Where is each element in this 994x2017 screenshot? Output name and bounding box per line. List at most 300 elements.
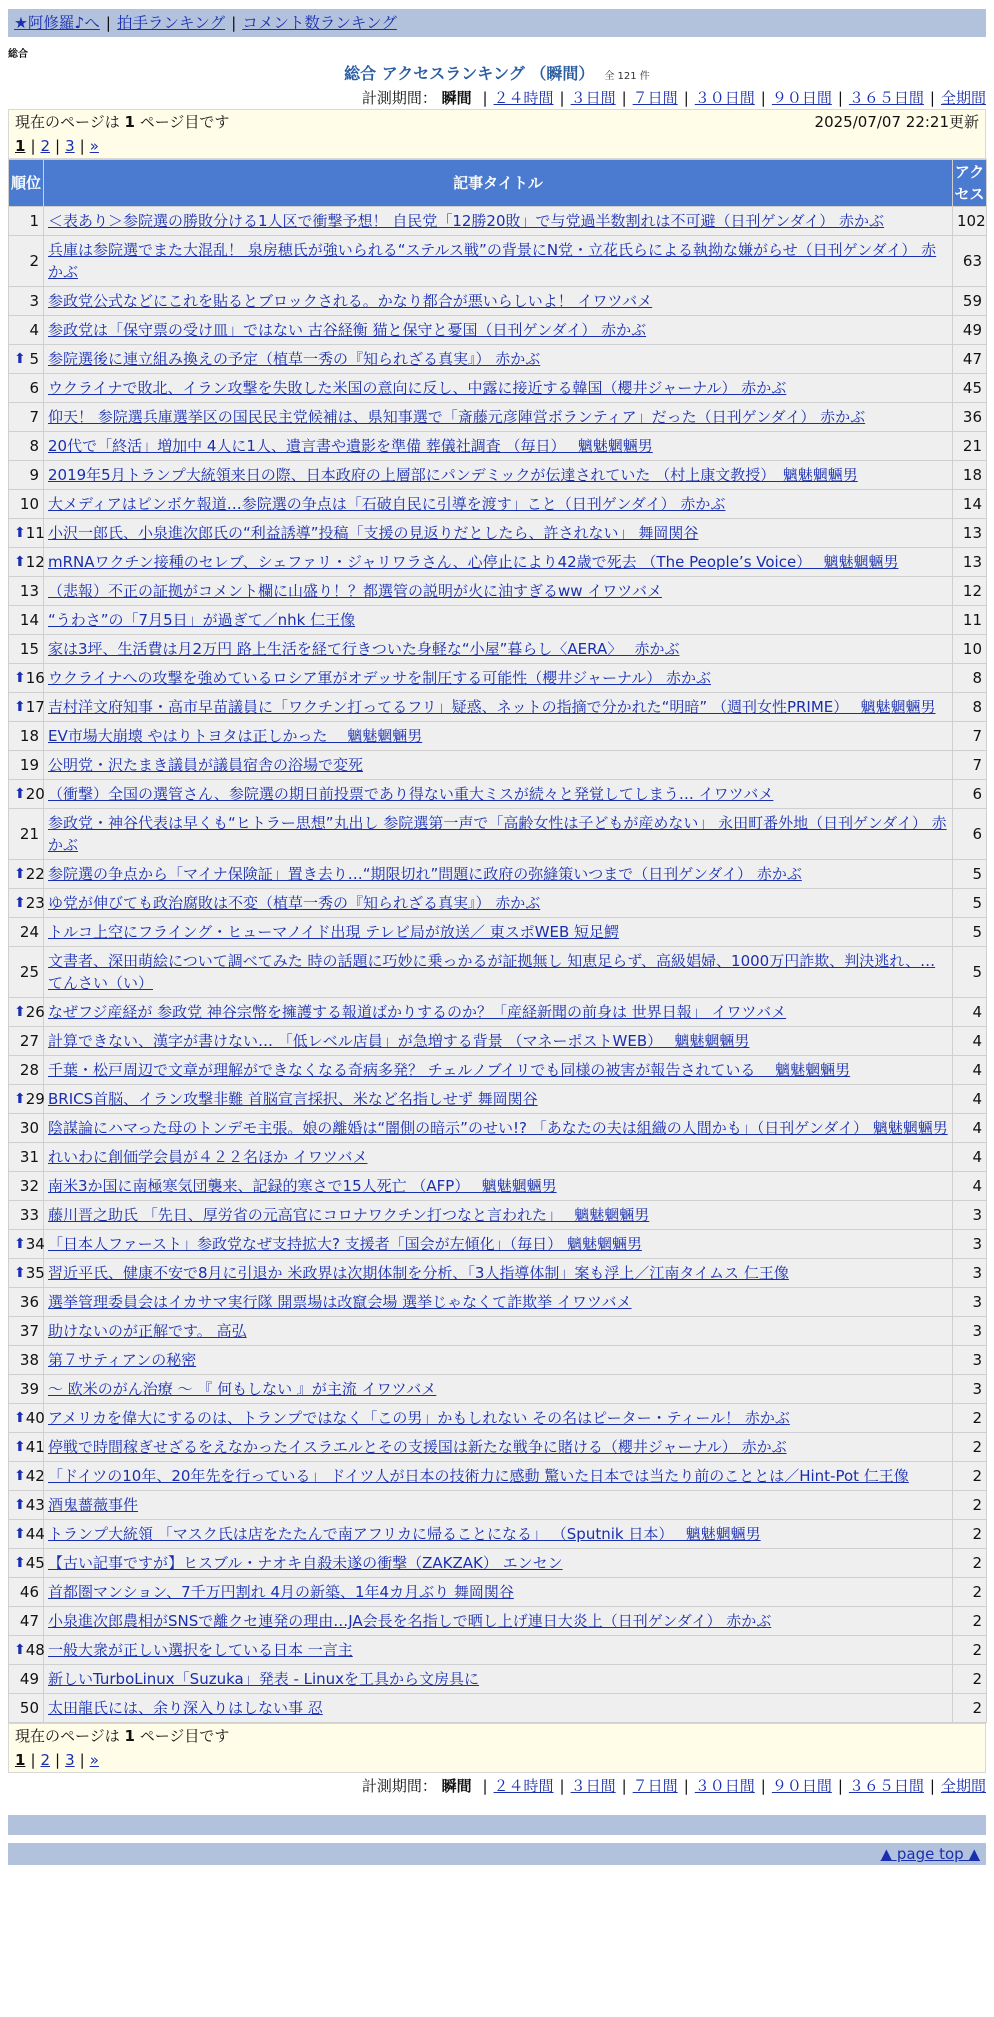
pager-page-link[interactable]: 3	[65, 1751, 75, 1769]
access-count: 18	[953, 461, 987, 490]
rank-cell	[9, 1375, 44, 1404]
access-count: 2	[953, 1491, 987, 1520]
rank-cell	[9, 432, 44, 461]
table-row	[9, 606, 987, 635]
article-link[interactable]: 一般大衆が正しい選択をしている日本 一言主	[48, 1641, 353, 1659]
period-separator: |	[837, 89, 843, 107]
title-cell	[44, 374, 953, 403]
up-arrow-icon: ⬆	[14, 699, 26, 715]
title-cell	[44, 780, 953, 809]
page-info-top	[8, 109, 986, 159]
rank-number: 10	[19, 495, 39, 513]
article-link[interactable]: 太田龍氏には、余り深入りはしない事 忍	[48, 1699, 323, 1717]
article-link[interactable]: 計算できない、漢字が書けない… 「低レベル店員」が急増する背景 （マネーポストWEB） 魑魅魍魎男	[48, 1032, 750, 1050]
rank-cell	[9, 1346, 44, 1375]
access-count: 2	[953, 1607, 987, 1636]
access-count: 4	[953, 1056, 987, 1085]
access-count: 4	[953, 1172, 987, 1201]
rank-cell	[9, 548, 44, 577]
article-link[interactable]: 選挙管理委員会はイカサマ実行隊 開票場は改竄会場 選挙じゃなくて詐欺挙 イワツバメ	[48, 1293, 632, 1311]
table-row	[9, 1027, 987, 1056]
page-status-suffix: ページ目です	[139, 1727, 230, 1745]
table-row	[9, 1230, 987, 1259]
table-row	[9, 780, 987, 809]
up-arrow-icon: ⬆	[14, 1410, 26, 1426]
title-cell	[44, 1027, 953, 1056]
rank-cell	[9, 461, 44, 490]
rank-cell	[9, 1491, 44, 1520]
pager-page-link[interactable]: 2	[40, 1751, 51, 1769]
home-link[interactable]: ★阿修羅♪へ	[14, 14, 100, 32]
period-link[interactable]: ２４時間	[493, 89, 554, 107]
article-link[interactable]: 兵庫は参院選でまた大混乱！ 泉房穂氏が強いられる“ステルス戦”の背景にN党・立花氏らによる執拗な嫌がらせ（日刊ゲンダイ） 赤かぶ	[48, 241, 937, 281]
article-link[interactable]: アメリカを偉大にするのは、トランプではなく「この男」かもしれない その名はピーター・ティール！ 赤かぶ	[48, 1409, 790, 1427]
title-cell	[44, 236, 953, 287]
rank-cell	[9, 1201, 44, 1230]
table-row	[9, 1143, 987, 1172]
article-link[interactable]: 助けないのが正解です。 高弘	[48, 1322, 247, 1340]
title-cell	[44, 1346, 953, 1375]
category-label: 総合	[8, 49, 28, 60]
up-arrow-icon: ⬆	[14, 351, 26, 367]
article-link[interactable]: ～ 欧米のがん治療 ～ 『 何もしない 』が主流 イワツバメ	[48, 1380, 437, 1398]
title-cell	[44, 918, 953, 947]
rank-number: 7	[29, 408, 39, 426]
table-row	[9, 947, 987, 998]
rank-cell	[9, 1259, 44, 1288]
page-status-text: 現在のページは	[15, 1727, 120, 1745]
title-cell	[44, 947, 953, 998]
rank-cell	[9, 693, 44, 722]
article-link[interactable]: （悲報）不正の証拠がコメント欄に山盛り！？都選管の説明が火に油すぎるww イワツバメ	[48, 582, 663, 600]
rank-cell	[9, 1085, 44, 1114]
rank-number: 41	[25, 1438, 45, 1456]
title-cell	[44, 998, 953, 1027]
pager-next-link[interactable]: »	[89, 137, 99, 155]
pager-page-link[interactable]: 3	[65, 137, 75, 155]
access-count: 11	[953, 606, 987, 635]
up-arrow-icon: ⬆	[14, 525, 26, 541]
rank-number: 15	[19, 640, 39, 658]
rank-cell	[9, 809, 44, 860]
access-count: 13	[953, 548, 987, 577]
page-info-bottom	[8, 1723, 986, 1773]
up-arrow-icon: ⬆	[14, 786, 26, 802]
rank-number: 44	[25, 1525, 45, 1543]
access-count: 102	[953, 207, 987, 236]
rank-cell	[9, 1230, 44, 1259]
table-row	[9, 207, 987, 236]
table-row	[9, 1404, 987, 1433]
title-cell	[44, 1114, 953, 1143]
article-link[interactable]: れいわに創価学会員が４２２名ほか イワツバメ	[48, 1148, 368, 1166]
rank-number: 23	[25, 894, 45, 912]
access-count: 2	[953, 1549, 987, 1578]
article-link[interactable]: なぜフジ産経が 参政党 神谷宗幣を擁護する報道ばかりするのか？「産経新聞の前身は 世界日報」 イワツバメ	[48, 1003, 787, 1021]
article-link[interactable]: 公明党・沢たまき議員が議員宿舎の浴場で変死	[48, 756, 364, 774]
access-count: 2	[953, 1636, 987, 1665]
access-count: 2	[953, 1404, 987, 1433]
period-separator: |	[929, 1777, 935, 1795]
period-separator: |	[482, 89, 488, 107]
period-link[interactable]: ３０日間	[694, 89, 755, 107]
table-row	[9, 693, 987, 722]
article-link[interactable]: 第７サティアンの秘密	[48, 1351, 197, 1369]
rank-number: 31	[19, 1148, 39, 1166]
table-row	[9, 1085, 987, 1114]
title-cell	[44, 207, 953, 236]
access-count: 4	[953, 1085, 987, 1114]
table-row	[9, 1172, 987, 1201]
period-link[interactable]: ７日間	[632, 1777, 678, 1795]
rank-number: 4	[29, 321, 39, 339]
rank-number: 49	[19, 1670, 39, 1688]
period-link[interactable]: ３０日間	[694, 1777, 755, 1795]
article-link[interactable]: 千葉・松戸周辺で文章が理解ができなくなる奇病多発？ チェルノブイリでも同様の被害が報告されている 魑魅魍魎男	[48, 1061, 851, 1079]
period-link[interactable]: 全期間	[940, 1777, 986, 1795]
up-arrow-icon: ⬆	[14, 1468, 26, 1484]
rank-cell	[9, 635, 44, 664]
table-row	[9, 722, 987, 751]
rank-cell	[9, 1607, 44, 1636]
rank-number: 9	[29, 466, 39, 484]
rank-number: 32	[19, 1177, 39, 1195]
period-separator: |	[683, 1777, 689, 1795]
period-link[interactable]: ３日間	[570, 89, 616, 107]
table-row	[9, 374, 987, 403]
rank-cell	[9, 664, 44, 693]
access-count: 3	[953, 1201, 987, 1230]
table-header-row	[9, 160, 987, 207]
title-cell	[44, 1230, 953, 1259]
period-link[interactable]: ９０日間	[771, 1777, 832, 1795]
table-row	[9, 751, 987, 780]
pager-top	[15, 134, 979, 158]
period-link[interactable]: ３６５日間	[848, 1777, 924, 1795]
title-cell	[44, 1201, 953, 1230]
rank-number: 25	[19, 963, 39, 981]
article-link[interactable]: 文書者、深田萌絵について調べてみた 時の話題に巧妙に乗っかるが証拠無し 知恵足らず、高級娼婦、1000万円詐欺、判決逃れ、… てんさい（い）	[48, 952, 936, 992]
title-cell	[44, 751, 953, 780]
period-separator: |	[760, 89, 766, 107]
rank-cell	[9, 1578, 44, 1607]
rank-cell	[9, 1462, 44, 1491]
page-status-text: 現在のページは	[15, 113, 120, 131]
rank-cell	[9, 1027, 44, 1056]
rank-number: 37	[19, 1322, 39, 1340]
article-link[interactable]: 参政党・神谷代表は早くも“ヒトラー思想”丸出し 参院選第一声で「高齢女性は子どもが産めない」 永田町番外地（日刊ゲンダイ） 赤かぶ	[48, 814, 947, 854]
access-count: 63	[953, 236, 987, 287]
table-row	[9, 1665, 987, 1694]
period-separator: |	[929, 89, 935, 107]
title-cell	[44, 1549, 953, 1578]
period-separator: |	[683, 89, 689, 107]
title-cell	[44, 693, 953, 722]
article-link[interactable]: 参政党は「保守票の受け皿」ではない 古谷経衡 猫と保守と憂国（日刊ゲンダイ） 赤かぶ	[48, 321, 647, 339]
rank-number: 12	[25, 553, 45, 571]
title-cell	[44, 577, 953, 606]
title-cell	[44, 1520, 953, 1549]
page-status-number: 1	[124, 1727, 135, 1745]
access-count: 3	[953, 1288, 987, 1317]
period-separator: |	[482, 1777, 488, 1795]
article-link[interactable]: 小泉進次郎農相がSNSで離クセ連発の理由…JA会長を名指しで晒し上げ連日大炎上（日刊ゲンダイ） 赤かぶ	[48, 1612, 772, 1630]
access-count: 47	[953, 345, 987, 374]
up-arrow-icon: ⬆	[14, 866, 26, 882]
title-cell	[44, 548, 953, 577]
access-count: 4	[953, 1114, 987, 1143]
rank-number: 17	[25, 698, 45, 716]
access-count: 6	[953, 780, 987, 809]
table-row	[9, 1491, 987, 1520]
period-link[interactable]: ３６５日間	[848, 89, 924, 107]
table-row	[9, 1462, 987, 1491]
up-arrow-icon: ⬆	[14, 1439, 26, 1455]
article-link[interactable]: 【古い記事ですが】ヒスブル・ナオキ自殺未遂の衝撃（ZAKZAK） エンセン	[48, 1554, 563, 1572]
table-row	[9, 889, 987, 918]
rank-cell	[9, 889, 44, 918]
article-link[interactable]: 小沢一郎氏、小泉進次郎氏の“利益誘導”投稿「支援の見返りだとしたら、許されない」 舞岡関谷	[48, 524, 699, 542]
title-cell	[44, 461, 953, 490]
pager-separator: |	[79, 137, 85, 155]
title-cell	[44, 519, 953, 548]
table-row	[9, 635, 987, 664]
table-row	[9, 1317, 987, 1346]
access-count: 4	[953, 1027, 987, 1056]
title-cell	[44, 1665, 953, 1694]
title-cell	[44, 860, 953, 889]
article-link[interactable]: 藤川晋之助氏 「先日、厚労省の元高官にコロナワクチン打つなと言われた」 魑魅魍魎男	[48, 1206, 650, 1224]
table-row	[9, 577, 987, 606]
article-link[interactable]: BRICS首脳、イラン攻撃非難 首脳宣言採択、米など名指しせず 舞岡関谷	[48, 1090, 538, 1108]
pager-separator: |	[30, 1751, 36, 1769]
rank-cell	[9, 780, 44, 809]
article-link[interactable]: 20代で「終活」増加中 4人に1人、遺言書や遺影を準備 葬儀社調査 （毎日） 魑魅魍魎男	[48, 437, 653, 455]
period-link[interactable]: 全期間	[940, 89, 986, 107]
access-count: 2	[953, 1665, 987, 1694]
page-top-link[interactable]: ▲ page top ▲	[880, 1845, 980, 1863]
table-row	[9, 1375, 987, 1404]
rank-number: 19	[19, 756, 39, 774]
up-arrow-icon: ⬆	[14, 1642, 26, 1658]
article-link[interactable]: トランプ大統領 「マスク氏は店をたたんで南アフリカに帰ることになる」 （Sputnik 日本） 魑魅魍魎男	[48, 1525, 761, 1543]
access-count: 13	[953, 519, 987, 548]
article-link[interactable]: 酒鬼薔薇事件	[48, 1496, 139, 1514]
table-row	[9, 664, 987, 693]
page-status-suffix: ページ目です	[139, 113, 230, 131]
access-count: 49	[953, 316, 987, 345]
article-link[interactable]: 家は3坪、生活費は月2万円 路上生活を経て行きついた身軽な“小屋”暮らし〈AERA〉 赤かぶ	[48, 640, 680, 658]
table-row	[9, 1578, 987, 1607]
article-link[interactable]: 吉村洋文府知事・高市早苗議員に「ワクチン打ってるフリ」疑惑、ネットの指摘で分かれた“明暗” （週刊女性PRIME） 魑魅魍魎男	[48, 698, 936, 716]
rank-number: 16	[25, 669, 45, 687]
article-link[interactable]: 「ドイツの10年、20年先を行っている」 ドイツ人が日本の技術力に感動 驚いた日本では当たり前のこととは／Hint-Pot 仁王像	[48, 1467, 909, 1485]
period-label: 計測期間：	[361, 89, 437, 107]
access-count: 36	[953, 403, 987, 432]
table-row	[9, 1636, 987, 1665]
table-row	[9, 1259, 987, 1288]
rank-cell	[9, 577, 44, 606]
table-row	[9, 490, 987, 519]
access-count: 5	[953, 860, 987, 889]
up-arrow-icon: ⬆	[14, 1265, 26, 1281]
article-link[interactable]: 参院選の争点から「マイナ保険証」置き去り…“期限切れ”問題に政府の弥縫策いつまで（日刊ゲンダイ） 赤かぶ	[48, 865, 802, 883]
period-link[interactable]: ７日間	[632, 89, 678, 107]
access-count: 5	[953, 947, 987, 998]
up-arrow-icon: ⬆	[14, 1236, 26, 1252]
rank-cell	[9, 1172, 44, 1201]
access-count: 8	[953, 664, 987, 693]
article-link[interactable]: 参政党公式などにこれを貼るとブロックされる。かなり都合が悪いらしいよ！ イワツバメ	[48, 292, 653, 310]
rank-number: 14	[19, 611, 39, 629]
period-label: 計測期間：	[361, 1777, 437, 1795]
access-count: 12	[953, 577, 987, 606]
table-row	[9, 1607, 987, 1636]
access-count: 10	[953, 635, 987, 664]
article-link[interactable]: “うわさ”の「7月5日」が過ぎて／nhk 仁王像	[48, 611, 356, 629]
ranking-table	[8, 159, 987, 1723]
ranking-title: 総合 アクセスランキング （瞬間）	[344, 64, 595, 83]
title-cell	[44, 1607, 953, 1636]
up-arrow-icon: ⬆	[14, 1555, 26, 1571]
table-row	[9, 1201, 987, 1230]
rank-cell	[9, 947, 44, 998]
rank-number: 40	[25, 1409, 45, 1427]
title-cell	[44, 1578, 953, 1607]
access-count: 3	[953, 1317, 987, 1346]
access-count: 4	[953, 1143, 987, 1172]
rank-number: 43	[25, 1496, 45, 1514]
table-row	[9, 461, 987, 490]
table-row	[9, 1288, 987, 1317]
rank-number: 34	[25, 1235, 45, 1253]
updated-time: 2025/07/07 22:21更新	[814, 113, 979, 131]
up-arrow-icon: ⬆	[14, 670, 26, 686]
period-link[interactable]: ２４時間	[493, 1777, 554, 1795]
rank-cell	[9, 236, 44, 287]
rank-number: 50	[19, 1699, 39, 1717]
col-access-header: アクセス	[953, 160, 987, 207]
period-links	[476, 89, 986, 107]
clap-ranking-link[interactable]: 拍手ランキング	[117, 14, 226, 32]
article-link[interactable]: ゆ党が伸びても政治腐敗は不変（植草一秀の『知られざる真実』） 赤かぶ	[48, 894, 541, 912]
up-arrow-icon: ⬆	[14, 1497, 26, 1513]
title-cell	[44, 287, 953, 316]
table-row	[9, 860, 987, 889]
article-link[interactable]: 習近平氏、健康不安で8月に引退か 米政界は次期体制を分析、「3人指導体制」案も浮上／江南タイムス 仁王像	[48, 1264, 789, 1282]
title-cell	[44, 1375, 953, 1404]
rank-number: 11	[25, 524, 45, 542]
period-current: 瞬間	[441, 1777, 472, 1795]
title-cell	[44, 1433, 953, 1462]
title-cell	[44, 1317, 953, 1346]
pager-current-page: 1	[15, 1751, 26, 1769]
access-count: 14	[953, 490, 987, 519]
top-nav-bar	[8, 9, 986, 37]
period-current: 瞬間	[441, 89, 472, 107]
pager-separator: |	[79, 1751, 85, 1769]
access-count: 5	[953, 918, 987, 947]
article-link[interactable]: 2019年5月トランプ大統領来日の際、日本政府の上層部にパンデミックが伝達されていた （村上康文教授） 魑魅魍魎男	[48, 466, 858, 484]
article-link[interactable]: トルコ上空にフライング・ヒューマノイド出現 テレビ局が放送／ 東スポWEB 短足鰐	[48, 923, 620, 941]
period-separator: |	[559, 89, 565, 107]
rank-number: 24	[19, 923, 39, 941]
table-row	[9, 1549, 987, 1578]
article-link[interactable]: 首都圏マンション、7千万円割れ 4月の新築、1年4カ月ぶり 舞岡関谷	[48, 1583, 514, 1601]
title-cell	[44, 1288, 953, 1317]
access-count: 3	[953, 1259, 987, 1288]
up-arrow-icon: ⬆	[14, 1004, 26, 1020]
table-row	[9, 1694, 987, 1723]
total-count: 全 121 件	[604, 71, 650, 82]
rank-number: 30	[19, 1119, 39, 1137]
period-link[interactable]: ３日間	[570, 1777, 616, 1795]
rank-cell	[9, 1288, 44, 1317]
access-count: 45	[953, 374, 987, 403]
period-separator: |	[559, 1777, 565, 1795]
article-link[interactable]: mRNAワクチン接種のセレブ、シェファリ・ジャリワラさん、心停止により42歳で死去 （The People’s Voice） 魑魅魍魎男	[48, 553, 899, 571]
article-link[interactable]: （衝撃）全国の選管さん、参院選の期日前投票であり得ない重大ミスが続々と発覚してしまう… イワツバメ	[48, 785, 774, 803]
article-link[interactable]: EV市場大崩壊 やはりトヨタは正しかった 魑魅魍魎男	[48, 727, 423, 745]
rank-number: 35	[25, 1264, 45, 1282]
rank-cell	[9, 722, 44, 751]
rank-number: 29	[25, 1090, 45, 1108]
table-row	[9, 548, 987, 577]
period-links	[476, 1777, 986, 1795]
comment-ranking-link[interactable]: コメント数ランキング	[242, 14, 397, 32]
rank-number: 38	[19, 1351, 39, 1369]
access-count: 7	[953, 722, 987, 751]
article-link[interactable]: 南米3か国に南極寒気団襲来、記録的寒さで15人死亡 （AFP） 魑魅魍魎男	[48, 1177, 557, 1195]
pager-separator: |	[30, 137, 36, 155]
period-link[interactable]: ９０日間	[771, 89, 832, 107]
article-link[interactable]: ウクライナで敗北、イラン攻撃を失敗した米国の意向に反し、中露に接近する韓国（櫻井ジャーナル） 赤かぶ	[48, 379, 787, 397]
period-separator: |	[837, 1777, 843, 1795]
pager-next-link[interactable]: »	[89, 1751, 99, 1769]
rank-cell	[9, 207, 44, 236]
title-cell	[44, 1085, 953, 1114]
rank-number: 28	[19, 1061, 39, 1079]
article-link[interactable]: 大メディアはピンボケ報道…参院選の争点は「石破自民に引導を渡す」こと（日刊ゲンダイ） 赤かぶ	[48, 495, 726, 513]
title-cell	[44, 316, 953, 345]
period-selector-bottom	[8, 1775, 986, 1797]
article-link[interactable]: ウクライナへの攻撃を強めているロシア軍がオデッサを制圧する可能性（櫻井ジャーナル） 赤かぶ	[48, 669, 711, 687]
article-link[interactable]: 仰天！ 参院選兵庫選挙区の国民民主党候補は、県知事選で「斎藤元彦陣営ボランティア」だった（日刊ゲンダイ） 赤かぶ	[48, 408, 866, 426]
article-link[interactable]: ＜表あり＞参院選の勝敗分ける1人区で衝撃予想！ 自民党「12勝20敗」で与党過半数割れは不可避（日刊ゲンダイ） 赤かぶ	[48, 212, 885, 230]
pager-page-link[interactable]: 2	[40, 137, 51, 155]
rank-cell	[9, 918, 44, 947]
table-row	[9, 432, 987, 461]
table-row	[9, 998, 987, 1027]
rank-number: 1	[29, 212, 39, 230]
access-count: 4	[953, 998, 987, 1027]
rank-cell	[9, 287, 44, 316]
title-cell	[44, 1462, 953, 1491]
article-link[interactable]: 新しいTurboLinux「Suzuka」発表 - Linuxを工具から文房具に	[48, 1670, 480, 1688]
up-arrow-icon: ⬆	[14, 1526, 26, 1542]
pager-separator: |	[55, 137, 61, 155]
page-status	[15, 110, 229, 134]
article-link[interactable]: 参院選後に連立組み換えの予定（植草一秀の『知られざる真実』） 赤かぶ	[48, 350, 541, 368]
article-link[interactable]: 陰謀論にハマった母のトンデモ主張。娘の離婚は“闇側の暗示”のせい!? 「あなたの夫は組織の人間かも」（日刊ゲンダイ） 魑魅魍魎男	[48, 1119, 948, 1137]
rank-number: 42	[25, 1467, 45, 1485]
title-cell	[44, 1491, 953, 1520]
access-count: 5	[953, 889, 987, 918]
page-title	[8, 63, 986, 85]
article-link[interactable]: 停戦で時間稼ぎせざるをえなかったイスラエルとその支援国は新たな戦争に賭ける（櫻井ジャーナル） 赤かぶ	[48, 1438, 787, 1456]
article-link[interactable]: 「日本人ファースト」参政党なぜ支持拡大? 支援者「国会が左傾化」（毎日） 魑魅魍魎男	[48, 1235, 642, 1253]
rank-cell	[9, 345, 44, 374]
